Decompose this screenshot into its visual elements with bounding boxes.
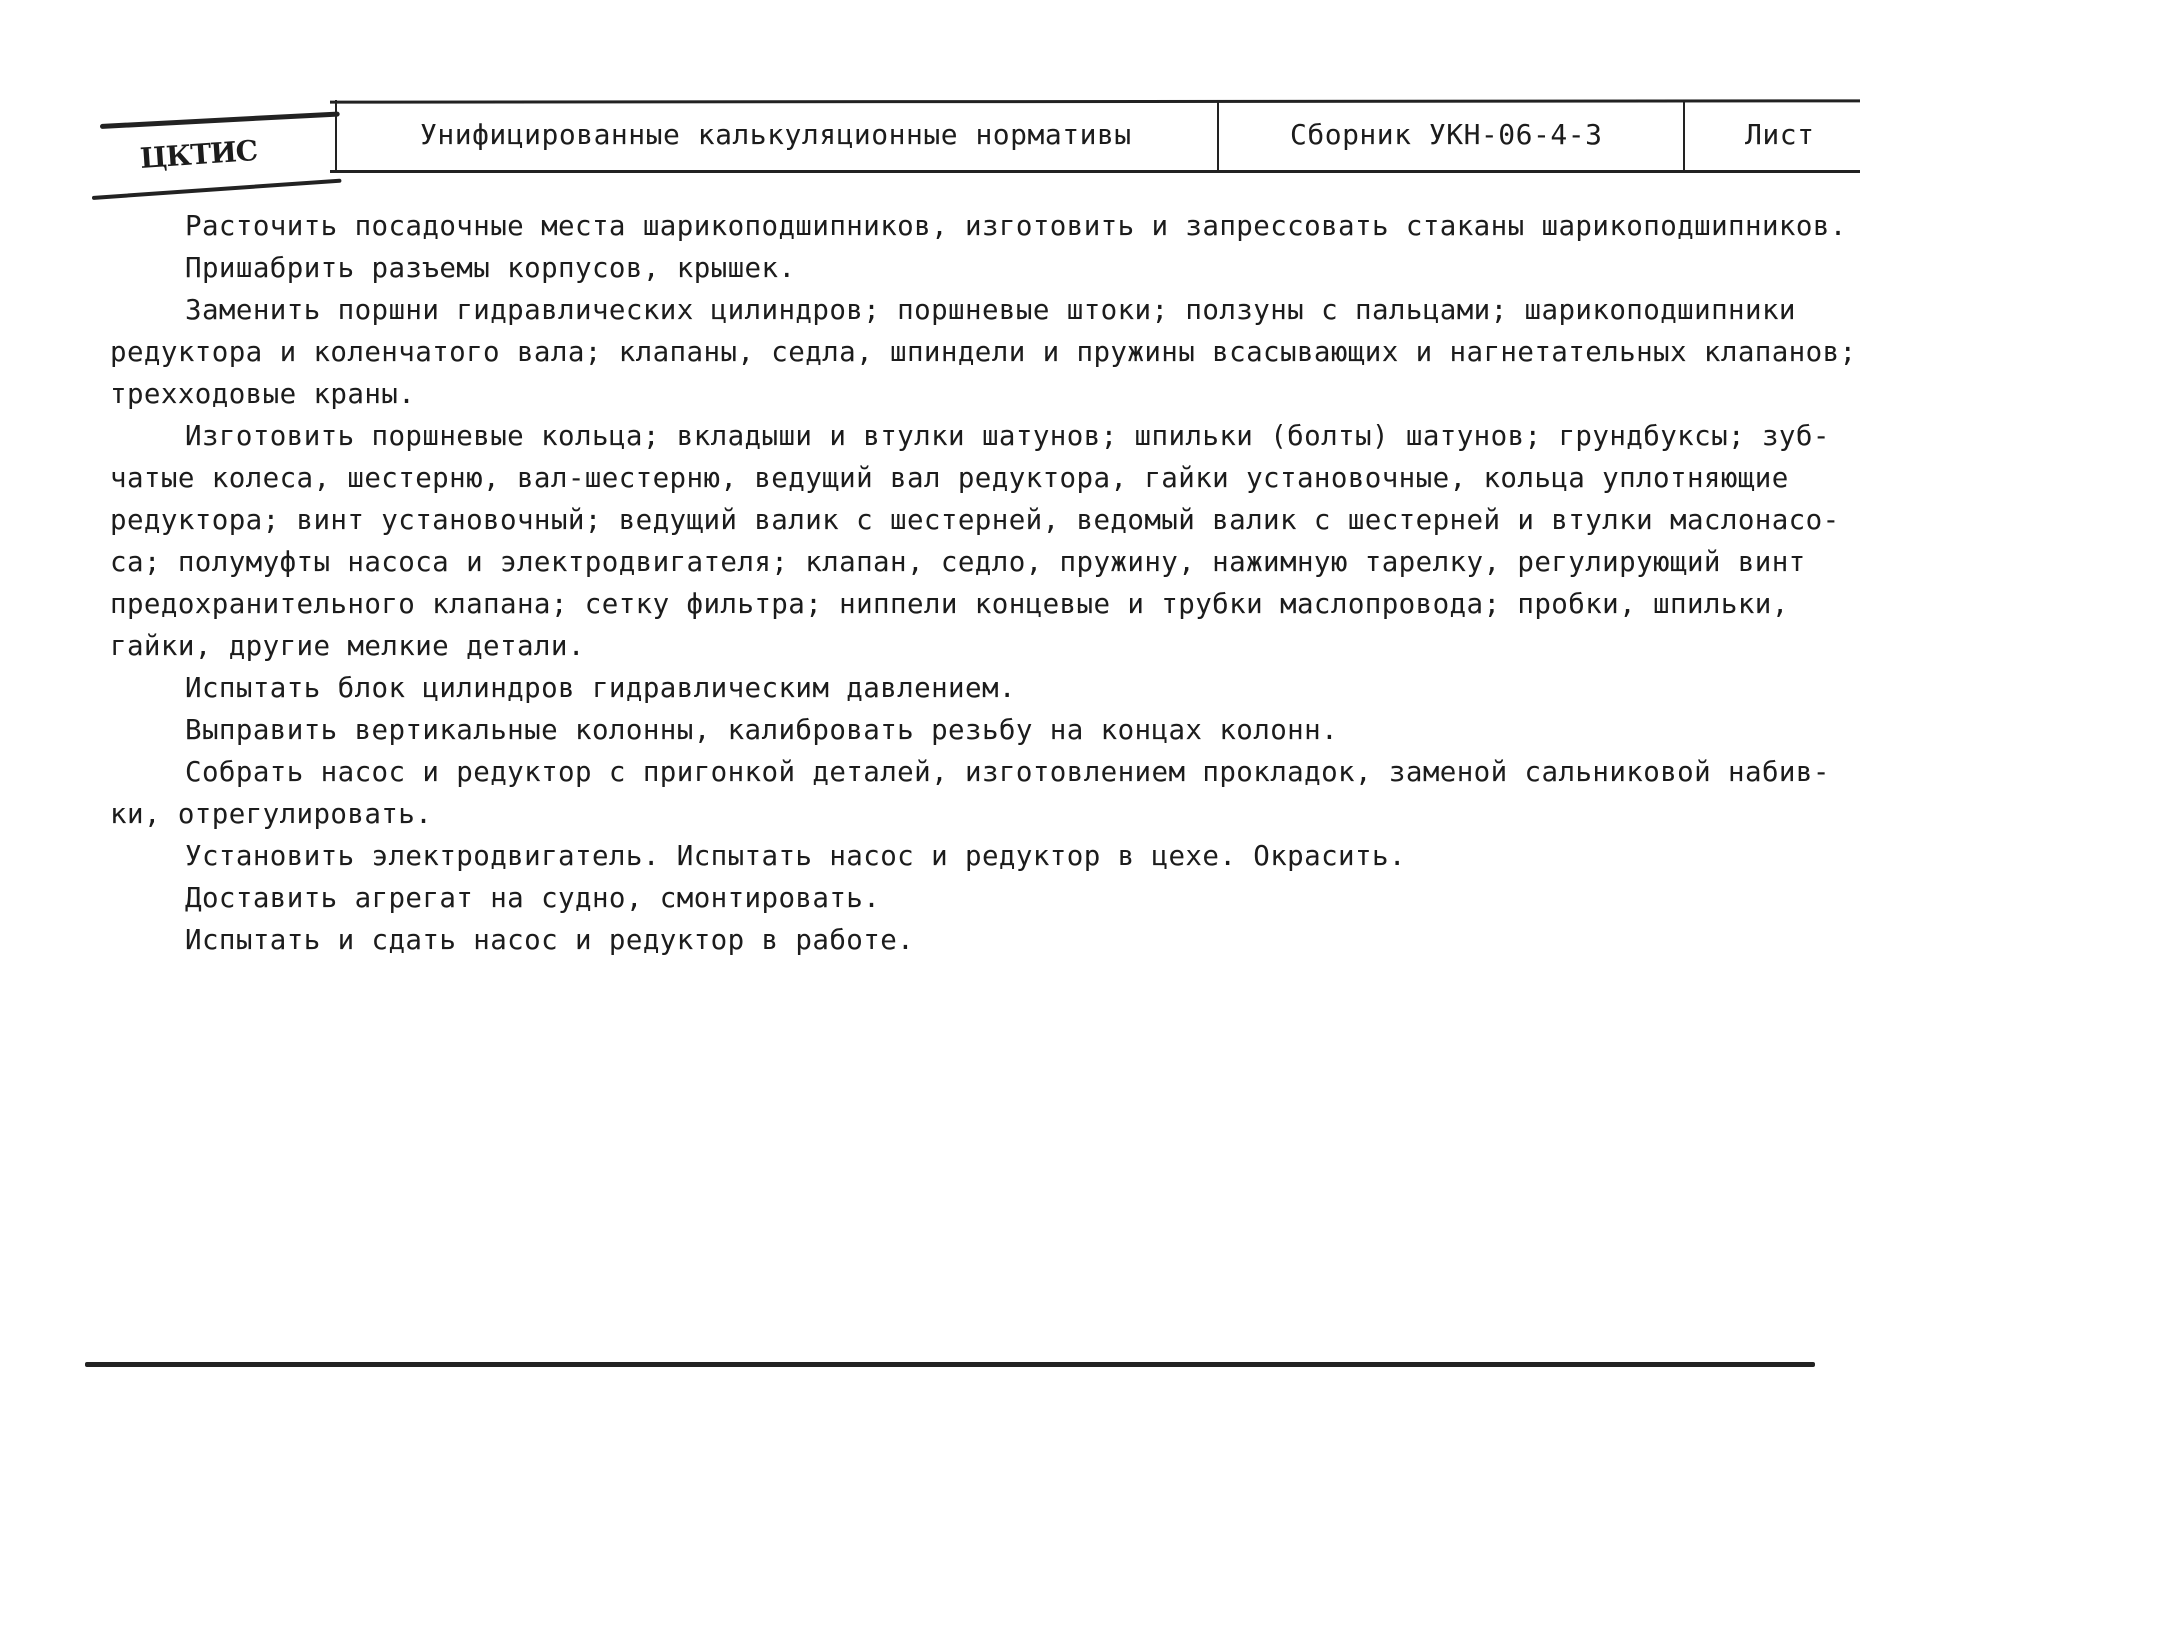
header-separator-1 [335,100,337,173]
text-line: Испытать блок цилиндров гидравлическим давлением. [185,672,1016,704]
text-line: редуктора; винт установочный; ведущий валик с шестерней, ведомый валик с шестерней и втулки маслонасо- [110,504,1840,536]
text-line: Собрать насос и редуктор с пригонкой деталей, изготовлением прокладок, заменой сальниковой набив- [185,756,1830,788]
text-line: Выправить вертикальные колонны, калибровать резьбу на концах колонн. [185,714,1339,746]
header-title: Унифицированные калькуляционные нормативы [420,118,1132,151]
text-line: Пришабрить разъемы корпусов, крышек. [185,252,796,284]
text-line: чатые колеса, шестерню, вал-шестерню, ведущий вал редуктора, гайки установочные, кольца уплотняющие [110,462,1789,494]
header-separator-3 [1683,100,1685,173]
text-line: са; полумуфты насоса и электродвигателя; клапан, седло, пружину, нажимную тарелку, регулирующий винт [110,546,1806,578]
header-collection: Сборник УКН-06-4-3 [1290,118,1603,151]
text-line: трехходовые краны. [110,378,416,410]
text-line: ки, отрегулировать. [110,798,433,830]
header-top-rule [330,99,1860,103]
header-frame [100,100,1860,176]
text-line: Испытать и сдать насос и редуктор в работе. [185,924,915,956]
org-stamp-bottom-stroke [92,179,342,200]
org-stamp-top-stroke [100,111,340,129]
header-sheet: Лист [1745,118,1815,151]
text-line: Доставить агрегат на судно, смонтировать. [185,882,881,914]
header-separator-2 [1217,100,1219,173]
header-bottom-rule [330,170,1860,173]
text-line: гайки, другие мелкие детали. [110,630,585,662]
org-name: ЦКТИС [138,133,259,176]
footer-rule [85,1362,1815,1367]
text-line: Установить электродвигатель. Испытать насос и редуктор в цехе. Окрасить. [185,840,1406,872]
text-line: предохранительного клапана; сетку фильтра; ниппели концевые и трубки маслопровода; пробки, шпильки, [110,588,1789,620]
text-line: Изготовить поршневые кольца; вкладыши и втулки шатунов; шпильки (болты) шатунов; грундбуксы; зуб- [185,420,1830,452]
text-line: Заменить поршни гидравлических цилиндров; поршневые штоки; ползуны с пальцами; шарикоподшипники [185,294,1796,326]
text-line: Расточить посадочные места шарикоподшипников, изготовить и запрессовать стаканы шарикоподшипников. [185,210,1847,242]
text-line: редуктора и коленчатого вала; клапаны, седла, шпиндели и пружины всасывающих и нагнетательных клапанов; [110,336,1857,368]
